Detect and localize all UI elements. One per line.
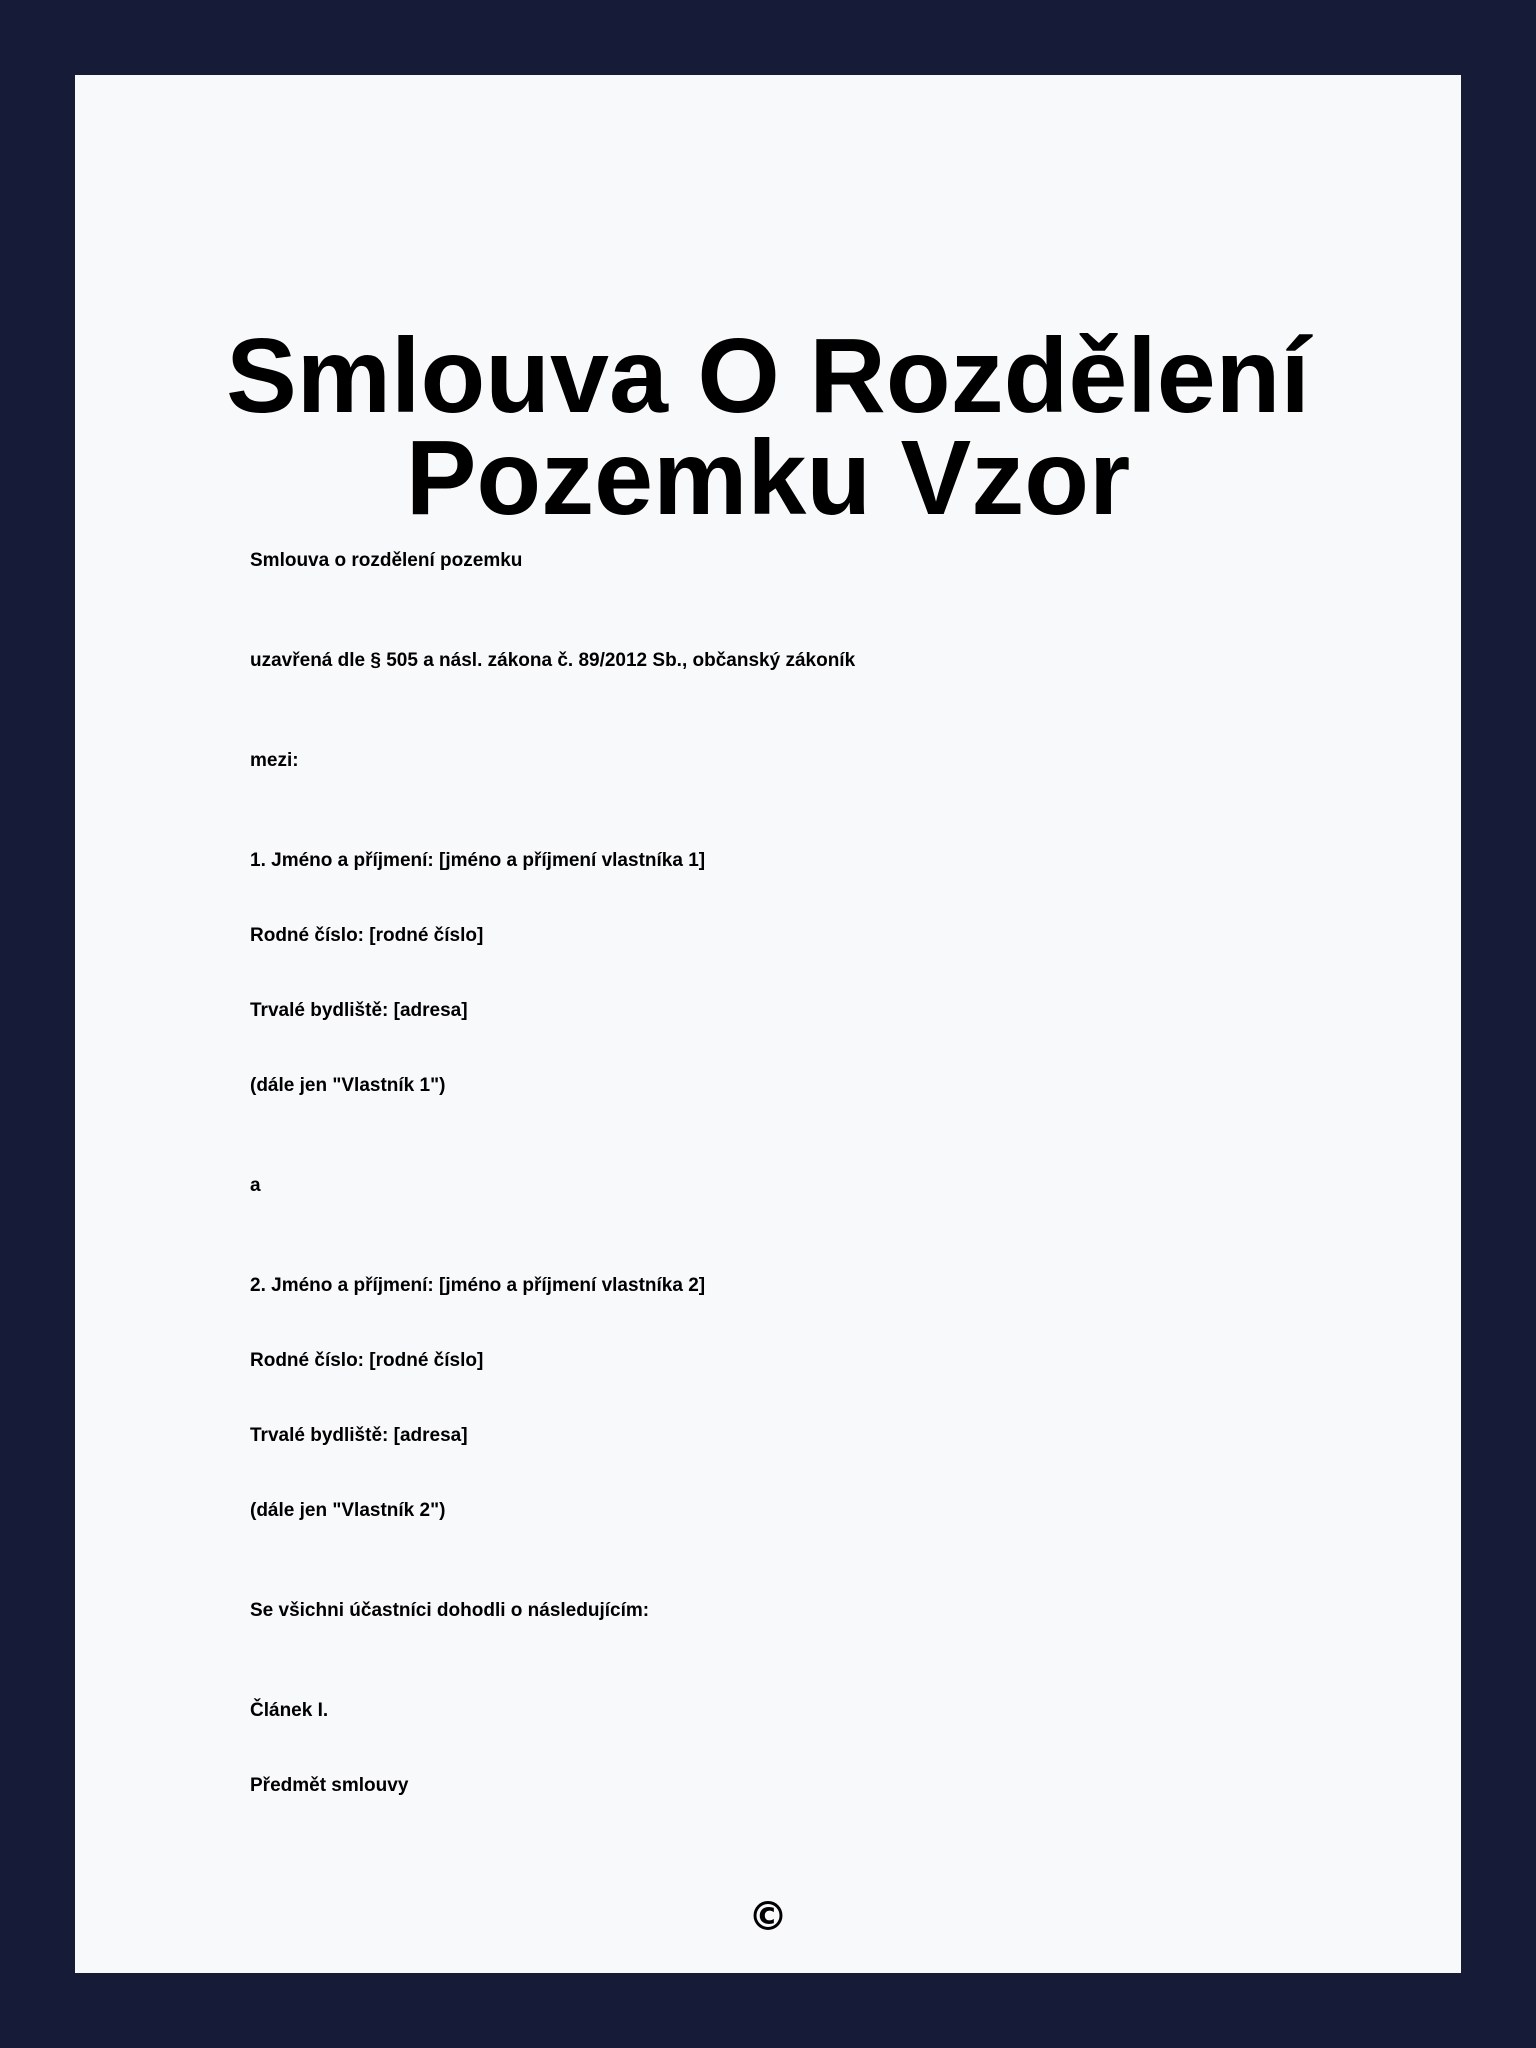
article-title: Předmět smlouvy bbox=[250, 1775, 409, 1796]
party1-name: 1. Jméno a příjmení: [jméno a příjmení vlastníka 1] bbox=[250, 850, 706, 871]
agreement-intro: Se všichni účastníci dohodli o následujícím: bbox=[250, 1600, 650, 1621]
article-number: Článek I. bbox=[250, 1700, 329, 1721]
party2-name: 2. Jméno a příjmení: [jméno a příjmení vlastníka 2] bbox=[250, 1275, 706, 1296]
party1-alias: (dále jen "Vlastník 1") bbox=[250, 1075, 446, 1096]
parties-intro: mezi: bbox=[250, 750, 299, 771]
copyright-icon: © bbox=[748, 1894, 788, 1940]
parties-conjunction: a bbox=[250, 1175, 261, 1196]
document-title: Smlouva O Rozdělení Pozemku Vzor bbox=[226, 317, 1310, 537]
party1-address: Trvalé bydliště: [adresa] bbox=[250, 1000, 468, 1021]
party2-birth-number: Rodné číslo: [rodné číslo] bbox=[250, 1350, 484, 1371]
party2-alias: (dále jen "Vlastník 2") bbox=[250, 1500, 446, 1521]
legal-basis: uzavřená dle § 505 a násl. zákona č. 89/2012 Sb., občanský zákoník bbox=[250, 650, 856, 671]
document-page bbox=[75, 75, 1461, 1973]
contract-heading: Smlouva o rozdělení pozemku bbox=[250, 550, 523, 571]
party2-address: Trvalé bydliště: [adresa] bbox=[250, 1425, 468, 1446]
party1-birth-number: Rodné číslo: [rodné číslo] bbox=[250, 925, 484, 946]
